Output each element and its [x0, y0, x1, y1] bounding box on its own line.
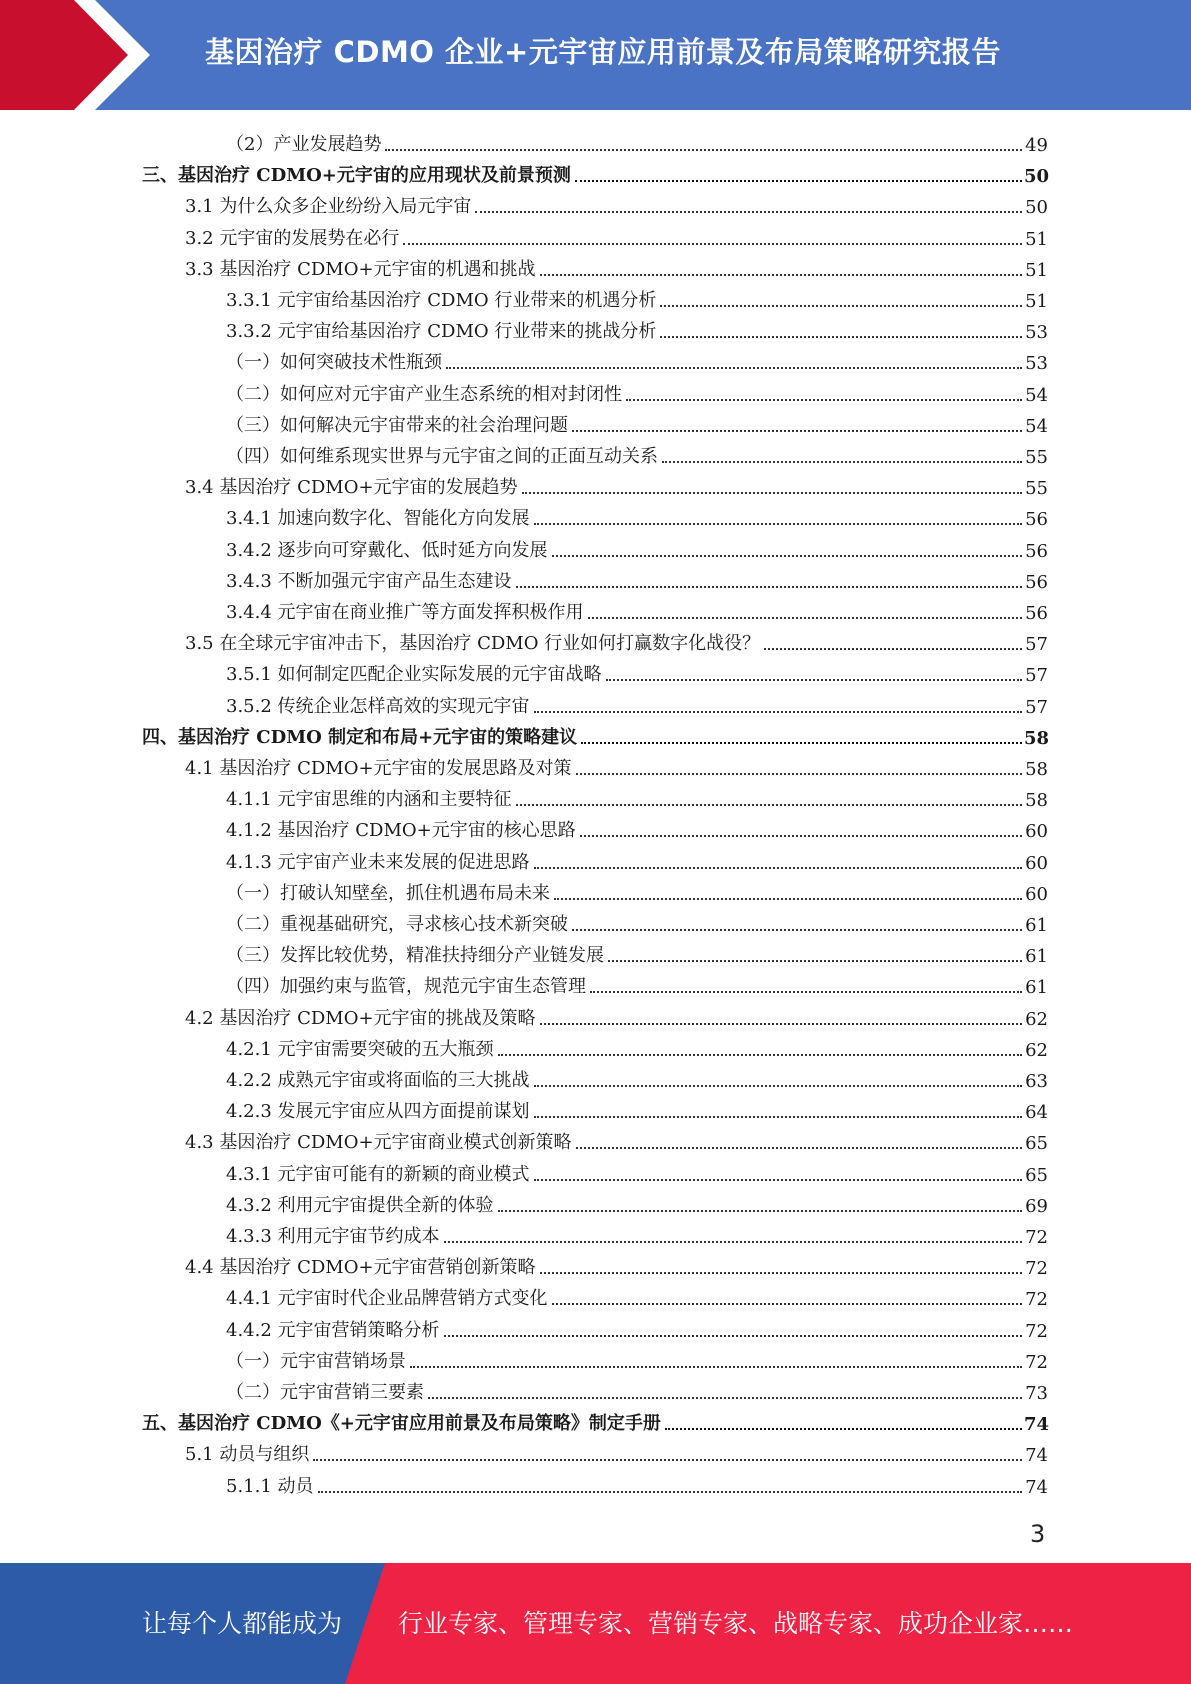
toc-entry[interactable]	[226, 877, 1048, 905]
toc-entry-page: 51	[1025, 259, 1048, 281]
toc-entry-title: 4.1.2 基因治疗 CDMO+元宇宙的核心思路	[226, 820, 576, 842]
toc-dot-leader	[444, 1335, 1022, 1337]
toc-dot-leader	[428, 1397, 1022, 1399]
toc-entry[interactable]	[226, 846, 1048, 874]
toc-entry-page: 72	[1025, 1227, 1048, 1248]
toc-entry-page: 73	[1025, 1383, 1048, 1404]
toc-entry-title: （四）加强约束与监管，规范元宇宙生态管理	[226, 976, 586, 998]
toc-entry-title: 4.2.3 发展元宇宙应从四方面提前谋划	[226, 1101, 530, 1123]
toc-entry[interactable]	[226, 128, 1048, 156]
toc-dot-leader	[534, 711, 1022, 713]
toc-entry-title: 3.4 基因治疗 CDMO+元宇宙的发展趋势	[185, 477, 518, 499]
toc-entry[interactable]	[226, 658, 1048, 686]
toc-dot-leader	[552, 1303, 1022, 1305]
toc-entry-page: 72	[1025, 1258, 1048, 1280]
toc-entry-title: （四）如何维系现实世界与元宇宙之间的正面互动关系	[226, 446, 658, 467]
toc-dot-leader	[444, 1241, 1022, 1243]
toc-dot-leader	[403, 243, 1022, 245]
toc-dot-leader	[410, 1366, 1022, 1368]
toc-entry-title: 4.4.2 元宇宙营销策略分析	[226, 1319, 440, 1341]
toc-entry-page: 60	[1025, 821, 1048, 843]
toc-entry[interactable]	[226, 409, 1048, 437]
toc-entry[interactable]	[226, 970, 1048, 998]
toc-dot-leader	[588, 617, 1022, 619]
toc-entry[interactable]	[185, 1126, 1048, 1154]
toc-dot-leader	[576, 1147, 1022, 1149]
toc-entry[interactable]	[142, 721, 1048, 749]
toc-entry-page: 61	[1025, 915, 1048, 936]
toc-entry-page: 57	[1025, 696, 1048, 718]
toc-entry-title: 5.1 动员与组织	[185, 1444, 310, 1466]
toc-entry-title: 三、基因治疗 CDMO+元宇宙的应用现状及前景预测	[142, 165, 571, 187]
toc-entry-title: （一）打破认知壁垒，抓住机遇布局未来	[226, 882, 550, 904]
toc-entry-page: 74	[1024, 1414, 1050, 1436]
toc-dot-leader	[572, 430, 1022, 432]
toc-entry[interactable]	[226, 440, 1048, 468]
toc-entry-title: 4.2 基因治疗 CDMO+元宇宙的挑战及策略	[185, 1007, 536, 1029]
toc-entry[interactable]	[185, 190, 1048, 218]
toc-entry[interactable]	[226, 1282, 1048, 1310]
footer-slogan-left: 让每个人都能成为	[142, 1609, 343, 1638]
toc-entry[interactable]	[226, 502, 1048, 530]
toc-entry-page: 74	[1025, 1445, 1048, 1467]
toc-dot-leader	[572, 929, 1022, 931]
toc-entry-title: 5.1.1 动员	[226, 1475, 314, 1497]
toc-entry-title: 3.5.2 传统企业怎样高效的实现元宇宙	[226, 695, 530, 717]
toc-entry-page: 54	[1025, 384, 1048, 406]
toc-entry-title: （一）如何突破技术性瓶颈	[226, 352, 442, 374]
toc-dot-leader	[660, 305, 1022, 307]
toc-entry-page: 54	[1025, 415, 1048, 437]
toc-entry-page: 53	[1025, 322, 1048, 344]
toc-dot-leader	[522, 492, 1022, 494]
toc-entry-page: 64	[1025, 1102, 1048, 1124]
toc-entry-page: 56	[1025, 509, 1048, 531]
toc-entry[interactable]	[226, 1470, 1048, 1498]
toc-dot-leader	[318, 1491, 1022, 1493]
footer-slogan-right: 行业专家、管理专家、营销专家、战略专家、成功企业家……	[398, 1609, 1074, 1638]
toc-dot-leader	[540, 1023, 1022, 1025]
toc-entry-title: 4.4 基因治疗 CDMO+元宇宙营销创新策略	[185, 1257, 536, 1279]
toc-dot-leader	[534, 1179, 1022, 1181]
toc-dot-leader	[534, 867, 1022, 869]
toc-entry-title: （二）元宇宙营销三要素	[226, 1382, 424, 1403]
toc-entry-title: 4.3.2 利用元宇宙提供全新的体验	[226, 1194, 494, 1216]
toc-entry-title: 4.1.3 元宇宙产业未来发展的促进思路	[226, 851, 530, 873]
toc-dot-leader	[665, 1428, 1022, 1430]
toc-dot-leader	[660, 336, 1022, 338]
toc-entry[interactable]	[226, 1095, 1048, 1123]
toc-dot-leader	[662, 461, 1022, 463]
toc-entry-page: 72	[1025, 1289, 1048, 1311]
toc-entry-title: 3.4.4 元宇宙在商业推广等方面发挥积极作用	[226, 602, 584, 623]
toc-entry[interactable]	[185, 253, 1048, 281]
toc-entry-page: 50	[1025, 197, 1048, 219]
toc-entry-title: （三）发挥比较优势，精准扶持细分产业链发展	[226, 945, 604, 967]
toc-dot-leader	[626, 399, 1022, 401]
toc-entry-page: 62	[1025, 1039, 1048, 1061]
toc-entry[interactable]	[226, 534, 1048, 562]
toc-entry-page: 63	[1025, 1071, 1048, 1092]
toc-dot-leader	[576, 773, 1022, 775]
toc-dot-leader	[534, 523, 1022, 525]
toc-dot-leader	[534, 1085, 1022, 1087]
toc-entry-title: 五、基因治疗 CDMO《+元宇宙应用前景及布局策略》制定手册	[142, 1413, 661, 1435]
toc-entry-page: 55	[1025, 478, 1048, 500]
toc-entry-title: （一）元宇宙营销场景	[226, 1350, 406, 1372]
toc-dot-leader	[608, 960, 1022, 962]
toc-dot-leader	[498, 1210, 1022, 1212]
toc-entry-title: （三）如何解决元宇宙带来的社会治理问题	[226, 414, 568, 436]
toc-entry-title: 3.3.2 元宇宙给基因治疗 CDMO 行业带来的挑战分析	[226, 321, 657, 343]
toc-entry-page: 55	[1025, 447, 1048, 468]
toc-dot-leader	[540, 274, 1022, 276]
toc-entry[interactable]	[226, 783, 1048, 811]
toc-entry-title: 4.1.1 元宇宙思维的内涵和主要特征	[226, 789, 512, 811]
toc-entry-title: 3.1 为什么众多企业纷纷入局元宇宙	[185, 196, 472, 218]
toc-entry[interactable]	[226, 284, 1048, 312]
toc-entry-page: 56	[1025, 603, 1048, 624]
toc-entry-page: 57	[1025, 665, 1048, 687]
toc-entry-page: 49	[1025, 135, 1048, 156]
toc-entry-title: 4.3 基因治疗 CDMO+元宇宙商业模式创新策略	[185, 1132, 572, 1154]
toc-entry-page: 58	[1025, 790, 1048, 812]
toc-entry-page: 58	[1024, 727, 1050, 749]
toc-entry-title: 4.2.2 成熟元宇宙或将面临的三大挑战	[226, 1070, 530, 1091]
toc-dot-leader	[554, 898, 1022, 900]
toc-entry[interactable]	[226, 1314, 1048, 1342]
toc-entry-page: 51	[1025, 228, 1048, 250]
toc-dot-leader	[313, 1459, 1022, 1461]
page-number: 3	[1030, 1520, 1046, 1548]
toc-entry-title: 3.4.1 加速向数字化、智能化方向发展	[226, 508, 530, 530]
toc-entry[interactable]	[226, 565, 1048, 593]
toc-entry-title: 4.3.1 元宇宙可能有的新颖的商业模式	[226, 1163, 530, 1185]
toc-entry-title: 4.3.3 利用元宇宙节约成本	[226, 1226, 440, 1247]
toc-entry-page: 51	[1025, 291, 1048, 312]
toc-entry[interactable]	[226, 1033, 1048, 1061]
toc-entry-title: 3.4.3 不断加强元宇宙产品生态建设	[226, 570, 512, 592]
toc-dot-leader	[606, 679, 1022, 681]
toc-entry-title: 3.3.1 元宇宙给基因治疗 CDMO 行业带来的机遇分析	[226, 290, 657, 311]
toc-entry[interactable]	[226, 1220, 1048, 1248]
toc-entry-page: 72	[1025, 1351, 1048, 1373]
toc-entry[interactable]	[226, 346, 1048, 374]
toc-dot-leader	[552, 555, 1022, 557]
toc-dot-leader	[475, 211, 1022, 213]
toc-entry-page: 53	[1025, 353, 1048, 375]
toc-dot-leader	[590, 991, 1022, 993]
toc-entry-title: 3.4.2 逐步向可穿戴化、低时延方向发展	[226, 539, 548, 561]
toc-entry[interactable]	[185, 1438, 1048, 1466]
toc-entry[interactable]	[226, 1158, 1048, 1186]
toc-entry-page: 72	[1025, 1320, 1048, 1342]
toc-entry-page: 58	[1025, 759, 1048, 780]
toc-dot-leader	[516, 586, 1022, 588]
toc-entry[interactable]	[185, 1002, 1048, 1030]
toc-entry-page: 65	[1025, 1133, 1048, 1155]
toc-entry[interactable]	[185, 471, 1048, 499]
toc-dot-leader	[534, 1116, 1022, 1118]
toc-entry[interactable]	[226, 315, 1048, 343]
toc-dot-leader	[581, 742, 1022, 744]
toc-entry-page: 57	[1025, 634, 1048, 656]
toc-entry-page: 60	[1025, 852, 1048, 874]
toc-dot-leader	[385, 149, 1022, 151]
page-footer	[0, 1563, 1191, 1684]
chevron-logo-icon	[0, 0, 150, 110]
toc-entry[interactable]	[226, 814, 1048, 842]
toc-entry-title: （二）重视基础研究，寻求核心技术新突破	[226, 914, 568, 935]
toc-entry-page: 61	[1025, 977, 1048, 999]
toc-entry-title: 3.5 在全球元宇宙冲击下，基因治疗 CDMO 行业如何打赢数字化战役？	[185, 633, 761, 655]
toc-entry[interactable]	[185, 752, 1048, 780]
toc-entry-page: 62	[1025, 1008, 1048, 1030]
toc-dot-leader	[540, 1272, 1022, 1274]
toc-dot-leader	[498, 1054, 1022, 1056]
toc-entry[interactable]	[226, 908, 1048, 936]
toc-entry[interactable]	[226, 596, 1048, 624]
toc-entry-title: 3.2 元宇宙的发展势在必行	[185, 227, 400, 249]
toc-entry-title: （二）如何应对元宇宙产业生态系统的相对封闭性	[226, 383, 622, 405]
toc-entry[interactable]	[142, 1407, 1048, 1435]
toc-entry-page: 56	[1025, 540, 1048, 562]
toc-entry[interactable]	[142, 159, 1048, 187]
toc-entry-title: 3.3 基因治疗 CDMO+元宇宙的机遇和挑战	[185, 258, 536, 280]
page-header	[0, 0, 1191, 110]
report-title: 基因治疗 CDMO 企业+元宇宙应用前景及布局策略研究报告	[205, 35, 1001, 69]
toc-entry-page: 65	[1025, 1164, 1048, 1186]
toc-entry-title: （2）产业发展趋势	[226, 134, 382, 155]
toc-entry-page: 50	[1024, 166, 1050, 188]
toc-entry-page: 61	[1025, 946, 1048, 968]
toc-dot-leader	[764, 648, 1022, 650]
toc-dot-leader	[575, 180, 1022, 182]
toc-dot-leader	[580, 835, 1022, 837]
toc-entry-page: 56	[1025, 571, 1048, 593]
toc-dot-leader	[516, 804, 1022, 806]
toc-entry[interactable]	[185, 222, 1048, 250]
toc-entry[interactable]	[226, 690, 1048, 718]
toc-entry-page: 74	[1025, 1476, 1048, 1498]
toc-entry[interactable]	[185, 627, 1048, 655]
toc-entry[interactable]	[226, 1345, 1048, 1373]
toc-entry-title: 4.4.1 元宇宙时代企业品牌营销方式变化	[226, 1288, 548, 1310]
toc-entry[interactable]	[226, 378, 1048, 406]
toc-entry-page: 69	[1025, 1195, 1048, 1217]
toc-entry[interactable]	[226, 1376, 1048, 1404]
toc-entry[interactable]	[226, 1064, 1048, 1092]
toc-entry-title: 4.2.1 元宇宙需要突破的五大瓶颈	[226, 1038, 494, 1060]
toc-entry-title: 4.1 基因治疗 CDMO+元宇宙的发展思路及对策	[185, 758, 572, 779]
toc-dot-leader	[446, 367, 1022, 369]
toc-entry[interactable]	[226, 1189, 1048, 1217]
toc-entry-title: 四、基因治疗 CDMO 制定和布局+元宇宙的策略建议	[142, 726, 578, 748]
toc-entry-title: 3.5.1 如何制定匹配企业实际发展的元宇宙战略	[226, 664, 602, 686]
toc-entry[interactable]	[226, 939, 1048, 967]
toc-entry[interactable]	[185, 1251, 1048, 1279]
toc-entry-page: 60	[1025, 883, 1048, 905]
